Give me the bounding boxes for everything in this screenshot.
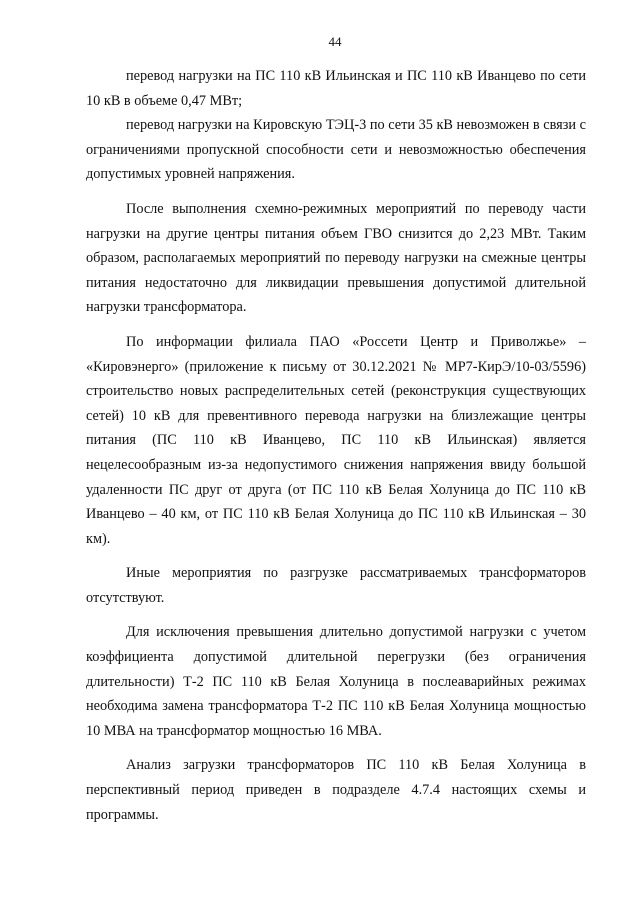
paragraph-rosseti-info: По информации филиала ПАО «Россети Центр и Приволжье» – «Кировэнерго» (приложение к письму от 30.12.2021 № МР7-КирЭ/10-03/5596) строительство новых распределительных сетей (реконструкция существующих сетей) 10 кВ для превентивного перевода нагрузки на близлежащие центры питания (ПС 110 кВ Иванцево, ПС 110 кВ Ильинская) является нецелесообразным из-за недопустимого снижения напряжения ввиду большой удаленности ПС друг от друга (от ПС 110 кВ Белая Холуница до ПС 110 кВ Иванцево – 40 км, от ПС 110 кВ Белая Холуница до ПС 110 кВ Ильинская – 30 км). <box>86 333 586 547</box>
paragraph-load-transfer-10kv: перевод нагрузки на ПС 110 кВ Ильинская и ПС 110 кВ Иванцево по сети 10 кВ в объеме 0,47 МВт; <box>86 68 586 109</box>
document-body <box>86 64 586 827</box>
paragraph-no-other-measures: Иные мероприятия по разгрузке рассматриваемых трансформаторов отсутствуют. <box>86 565 586 606</box>
paragraph-transformer-replacement: Для исключения превышения длительно допустимой нагрузки с учетом коэффициента допустимой длительной перегрузки (без ограничения длительности) Т-2 ПС 110 кВ Белая Холуница в послеаварийных режимах необходима замена трансформатора Т-2 ПС 110 кВ Белая Холуница мощностью 10 МВА на трансформатор мощностью 16 МВА. <box>86 624 586 739</box>
page-number: 44 <box>328 34 342 49</box>
paragraph-gvo-reduction: После выполнения схемно-режимных мероприятий по переводу части нагрузки на другие центры питания объем ГВО снизится до 2,23 МВт. Таким образом, располагаемых мероприятий по переводу нагрузки на смежные центры питания недостаточно для ликвидации превышения допустимой длительной нагрузки трансформатора. <box>86 200 586 316</box>
paragraph-load-analysis-reference: Анализ загрузки трансформаторов ПС 110 кВ Белая Холуница в перспективный период приведен в подразделе 4.7.4 настоящих схемы и программы. <box>86 757 586 823</box>
paragraph-load-transfer-tec3: перевод нагрузки на Кировскую ТЭЦ-3 по сети 35 кВ невозможен в связи с ограничениями пропускной способности сети и невозможностью обеспечения допустимых уровней напряжения. <box>86 117 586 183</box>
